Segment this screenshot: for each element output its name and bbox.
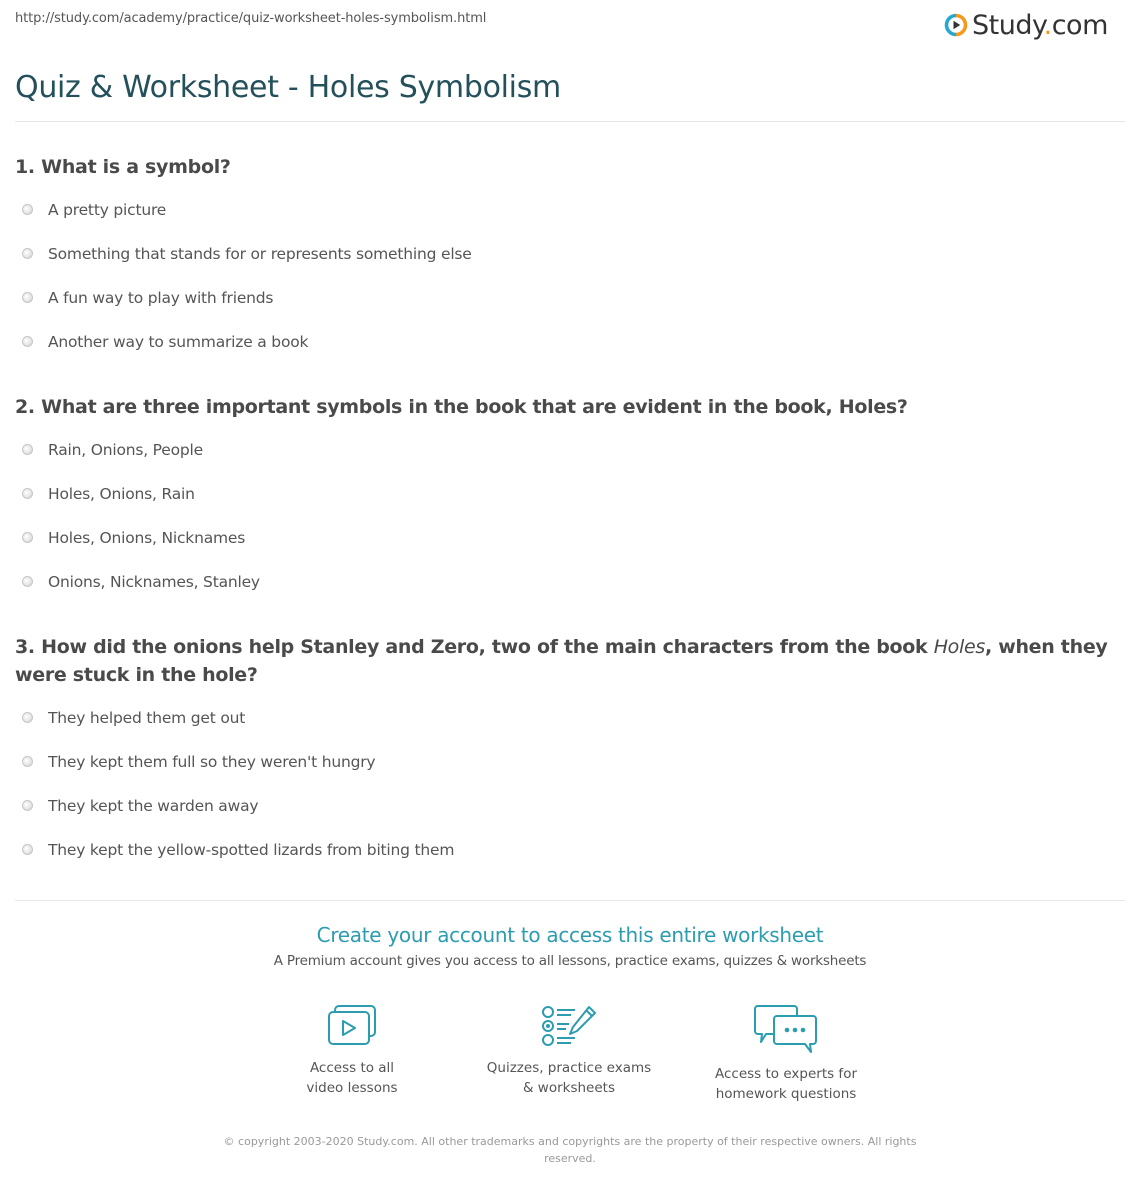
title-divider — [15, 121, 1125, 122]
radio-button[interactable] — [22, 204, 33, 215]
video-lessons-icon — [326, 1004, 378, 1048]
radio-button[interactable] — [22, 248, 33, 259]
answer-option[interactable]: Another way to summarize a book — [22, 320, 472, 364]
copyright-footer: © copyright 2003-2020 Study.com. All other trademarks and copyrights are the property of their respective owners. All rights reserved. — [223, 1135, 917, 1165]
radio-button[interactable] — [22, 576, 33, 587]
create-account-link[interactable]: Create your account to access this entire worksheet — [316, 923, 824, 947]
study-logo-icon — [944, 13, 968, 37]
quiz-checklist-icon — [541, 1004, 597, 1048]
page-url: http://study.com/academy/practice/quiz-worksheet-holes-symbolism.html — [15, 11, 487, 26]
answer-option[interactable]: They kept the yellow-spotted lizards from biting them — [22, 828, 454, 872]
radio-button[interactable] — [22, 712, 33, 723]
feature-video-lessons: Access to all video lessons — [252, 1004, 452, 1098]
study-logo[interactable] — [944, 9, 1108, 41]
answer-option[interactable]: Holes, Onions, Nicknames — [22, 516, 260, 560]
radio-button[interactable] — [22, 844, 33, 855]
radio-button[interactable] — [22, 292, 33, 303]
question-1-options — [22, 188, 472, 364]
radio-button[interactable] — [22, 488, 33, 499]
question-3-options — [22, 696, 454, 872]
page-title: Quiz & Worksheet - Holes Symbolism — [15, 70, 561, 105]
radio-button[interactable] — [22, 532, 33, 543]
chat-bubbles-icon — [754, 1004, 818, 1054]
feature-quizzes: Quizzes, practice exams & worksheets — [469, 1004, 669, 1098]
question-3: 3. How did the onions help Stanley and Zero, two of the main characters from the book Holes, when they were stuck in the hole? — [15, 636, 1108, 686]
logo-wordmark: Study.com — [972, 9, 1108, 41]
radio-button[interactable] — [22, 800, 33, 811]
answer-option[interactable]: A fun way to play with friends — [22, 276, 472, 320]
premium-description: A Premium account gives you access to all lessons, practice exams, quizzes & worksheets — [273, 953, 867, 969]
question-1: 1. What is a symbol? — [15, 156, 231, 178]
cta-divider — [15, 900, 1125, 901]
answer-option[interactable]: Holes, Onions, Rain — [22, 472, 260, 516]
radio-button[interactable] — [22, 336, 33, 347]
answer-option[interactable]: Onions, Nicknames, Stanley — [22, 560, 260, 604]
feature-experts: Access to experts for homework questions — [686, 1004, 886, 1104]
radio-button[interactable] — [22, 756, 33, 767]
answer-option[interactable]: A pretty picture — [22, 188, 472, 232]
radio-button[interactable] — [22, 444, 33, 455]
answer-option[interactable]: Rain, Onions, People — [22, 428, 260, 472]
answer-option[interactable]: They kept the warden away — [22, 784, 454, 828]
question-2: 2. What are three important symbols in the book that are evident in the book, Holes? — [15, 396, 908, 418]
question-2-options — [22, 428, 260, 604]
answer-option[interactable]: They helped them get out — [22, 696, 454, 740]
answer-option[interactable]: Something that stands for or represents something else — [22, 232, 472, 276]
answer-option[interactable]: They kept them full so they weren't hungry — [22, 740, 454, 784]
